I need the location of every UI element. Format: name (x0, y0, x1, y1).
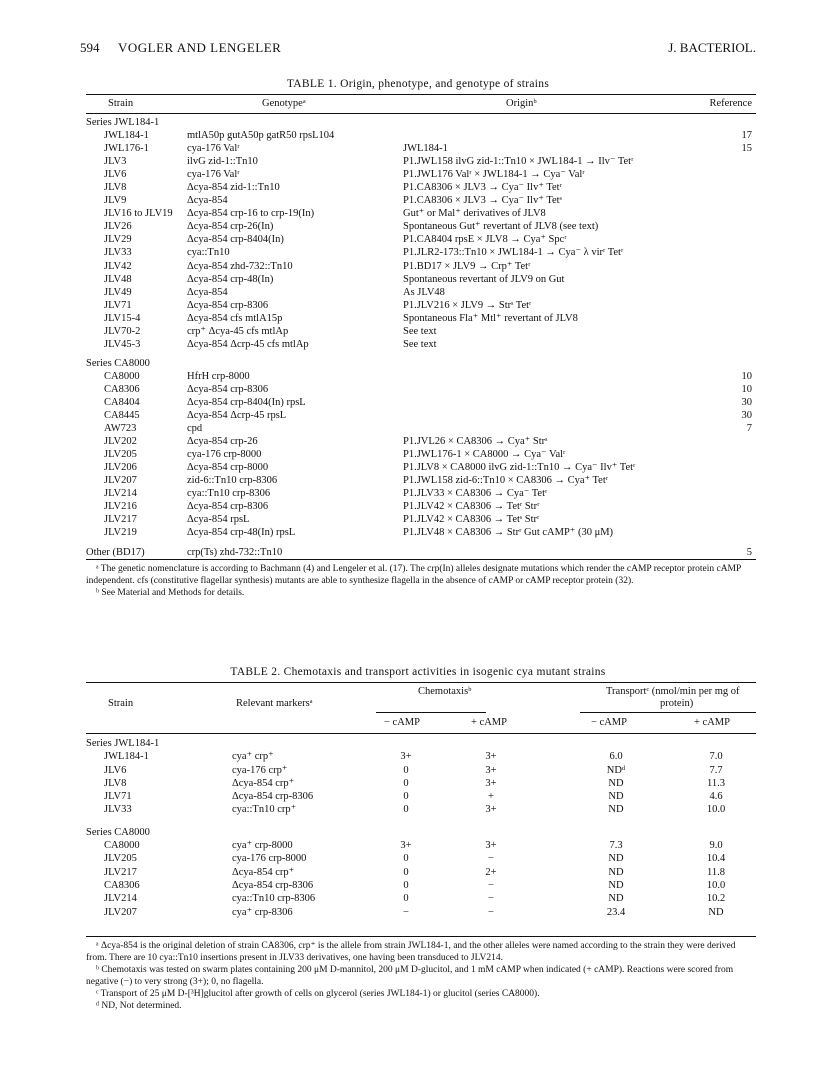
reference-cell: 30 (741, 410, 752, 422)
chemotaxis-plus-cell: 2+ (485, 866, 497, 878)
table2-row (86, 866, 756, 879)
table2-header-chemo-minus: − cAMP (384, 717, 420, 728)
table1-row (86, 260, 756, 273)
table2-row (86, 750, 756, 763)
strain-cell: AW723 (104, 423, 137, 435)
strain-cell: JLV71 (104, 299, 132, 311)
table1-row (86, 246, 756, 259)
markers-cell: cya::Tn10 crp⁺ (232, 804, 297, 816)
strain-cell: JLV33 (104, 247, 132, 259)
transport-plus-cell: 7.7 (709, 764, 723, 776)
genotype-cell: HfrH crp-8000 (187, 370, 250, 382)
genotype-cell: Δcya-854 crp-16 to crp-19(In) (187, 208, 315, 220)
genotype-cell: Δcya-854 Δcrp-45 rpsL (187, 410, 287, 422)
markers-cell: cya⁺ crp-8000 (232, 840, 293, 852)
table2-header-transport-plus: + cAMP (694, 717, 730, 728)
table1-row (86, 370, 756, 383)
chemotaxis-plus-cell: − (488, 879, 494, 891)
table1-section-title-row (86, 357, 756, 370)
chemotaxis-minus-cell: 0 (403, 764, 409, 776)
table2-section-title: Series JWL184-1 (86, 738, 160, 749)
origin-cell: P1.JLV42 × CA8306 → Tetˢ Strʳ (403, 514, 540, 526)
table2-row (86, 839, 756, 852)
chemotaxis-minus-cell: 3+ (400, 751, 412, 763)
strain-cell: JLV45-3 (104, 338, 141, 350)
table2-section-title: Series CA8000 (86, 826, 150, 838)
chemotaxis-plus-cell: − (488, 893, 494, 905)
markers-cell: Δcya-854 crp-8306 (232, 791, 314, 803)
journal-name: J. BACTERIOL. (668, 40, 756, 55)
table1-header-rule (86, 113, 756, 114)
genotype-cell: Δcya-854 crp-48(In) rpsL (187, 527, 296, 539)
table2-footnote: ᵈ ND, Not determined. (96, 1001, 182, 1011)
strain-cell: JLV217 (104, 514, 137, 526)
strain-cell: JLV6 (104, 764, 127, 776)
table1-row (86, 487, 756, 500)
transport-plus-cell: 9.0 (709, 840, 723, 852)
table1-body (86, 116, 756, 559)
reference-cell: 10 (741, 383, 752, 395)
strain-cell: JLV48 (104, 273, 132, 285)
strain-cell: CA8000 (104, 370, 140, 382)
transport-minus-cell: ND (608, 866, 624, 878)
transport-plus-cell: 11.8 (707, 866, 725, 878)
page-number: 594 (80, 40, 100, 55)
table2-section-title-row (86, 826, 756, 839)
chemotaxis-plus-cell: − (488, 906, 494, 918)
chemotaxis-plus-cell: 3+ (485, 840, 497, 852)
table1-row (86, 194, 756, 207)
reference-cell: 15 (741, 143, 752, 155)
running-header (80, 40, 756, 60)
strain-cell: JLV214 (104, 488, 137, 500)
strain-cell: JLV205 (104, 853, 137, 865)
table1-other-reference: 5 (746, 546, 752, 558)
strain-cell: JLV217 (104, 866, 137, 878)
origin-cell: P1.JWL158 zid-6::Tn10 × CA8306 → Cya⁺ Tetʳ (403, 475, 609, 487)
origin-cell: As JLV48 (403, 286, 445, 298)
table1-row (86, 325, 756, 338)
transport-plus-cell: 10.2 (706, 893, 726, 905)
table2-header-transport: Transportᶜ (nmol/min per mg of (606, 686, 740, 697)
table2-footnotes (86, 940, 756, 1012)
table1-row (86, 286, 756, 299)
genotype-cell: Δcya-854 crp-8306 (187, 299, 269, 311)
table2-row (86, 879, 756, 892)
strain-cell: JLV26 (104, 221, 132, 233)
chemotaxis-plus-cell: − (488, 853, 494, 865)
strain-cell: CA8000 (104, 840, 140, 852)
table2-row (86, 803, 756, 816)
chemotaxis-minus-cell: 0 (403, 804, 409, 816)
strain-cell: CA8445 (104, 410, 140, 422)
genotype-cell: crp⁺ Δcya-45 cfs mtlAp (187, 325, 289, 337)
origin-cell: Spontaneous Fla⁺ Mtl⁺ revertant of JLV8 (403, 312, 578, 324)
table2-header-chemo-plus: + cAMP (471, 717, 507, 728)
origin-cell: Spontaneous revertant of JLV9 on Gut (403, 273, 565, 285)
chemotaxis-plus-cell: 3+ (485, 764, 497, 776)
genotype-cell: cya-176 Valʳ (187, 169, 240, 181)
table2-header-transport-minus: − cAMP (591, 717, 627, 728)
table1-caption: TABLE 1. Origin, phenotype, and genotype of strains (286, 78, 550, 90)
strain-cell: JLV15-4 (104, 312, 141, 324)
table2-header (86, 686, 756, 730)
table1-header-reference: Reference (709, 98, 752, 109)
genotype-cell: Δcya-854 zhd-732::Tn10 (187, 260, 293, 272)
transport-minus-cell: 7.3 (609, 840, 623, 852)
transport-plus-cell: 10.0 (706, 879, 726, 891)
origin-cell: P1.JLR2-173::Tn10 × JWL184-1 → Cya⁻ λ virʳ Tetʳ (403, 247, 624, 259)
origin-cell: Spontaneous Gut⁺ revertant of JLV8 (see text) (403, 221, 599, 233)
origin-cell: P1.JLV33 × CA8306 → Cya⁻ Tetʳ (403, 488, 548, 500)
genotype-cell: Δcya-854 crp-26 (187, 436, 258, 448)
strain-cell: JLV207 (104, 906, 137, 918)
strain-cell: CA8306 (104, 383, 140, 395)
table1-row (86, 155, 756, 168)
table1-row (86, 526, 756, 539)
table1-footnote: ᵃ The genetic nomenclature is according to Bachmann (4) and Lengeler et al. (17). The crp(In) alleles designate mutations which render the cAMP receptor protein cAMP independent. cfs (constitutive flagellar synthesis) mutants are able to synthesize flagella in the absence of cAMP or cAMP receptor protein (32). (86, 564, 741, 586)
strain-cell: JLV216 (104, 501, 137, 513)
table1-row (86, 383, 756, 396)
origin-cell: P1.CA8306 × JLV3 → Cya⁻ Ilv⁺ Tetˢ (403, 195, 562, 207)
origin-cell: P1.JLV42 × CA8306 → Tetʳ Strʳ (403, 501, 540, 513)
markers-cell: cya-176 crp-8000 (232, 853, 307, 865)
strain-cell: JLV3 (104, 156, 127, 168)
genotype-cell: Δcya-854 crp-8404(In) (187, 234, 284, 246)
table2-body (86, 737, 756, 919)
genotype-cell: cya-176 Valʳ (187, 143, 240, 155)
markers-cell: cya-176 crp⁺ (232, 764, 288, 776)
table2-header-rule (86, 733, 756, 734)
table2-row (86, 892, 756, 905)
table1-row (86, 273, 756, 286)
transport-minus-cell: 6.0 (609, 751, 623, 763)
strain-cell: JLV9 (104, 195, 127, 207)
genotype-cell: cya::Tn10 (187, 247, 230, 259)
markers-cell: cya::Tn10 crp-8306 (232, 893, 316, 905)
table2-section-title-row (86, 737, 756, 750)
chemotaxis-plus-cell: 3+ (485, 751, 497, 763)
genotype-cell: Δcya-854 crp-8404(In) rpsL (187, 396, 306, 408)
reference-cell: 7 (746, 423, 752, 435)
table1-section-title: Series CA8000 (86, 357, 150, 369)
genotype-cell: Δcya-854 crp-8306 (187, 501, 269, 513)
table1-other-genotype: crp(Ts) zhd-732::Tn10 (187, 546, 283, 558)
chemotaxis-minus-cell: 0 (403, 866, 409, 878)
chemotaxis-plus-cell: 3+ (485, 804, 497, 816)
transport-minus-cell: ND (608, 777, 624, 789)
genotype-cell: Δcya-854 cfs mtlA15p (187, 312, 283, 324)
transport-plus-cell: 7.0 (709, 751, 723, 763)
table1-other-strain: Other (BD17) (86, 546, 145, 558)
chemotaxis-minus-cell: 0 (403, 893, 409, 905)
chemotaxis-minus-cell: − (403, 906, 409, 918)
origin-cell: P1.JWL158 ilvG zid-1::Tn10 × JWL184-1 → Ilv⁻ Tetʳ (403, 156, 634, 168)
transport-plus-cell: 11.3 (707, 777, 725, 789)
transport-minus-cell: ND (608, 879, 624, 891)
genotype-cell: Δcya-854 crp-8306 (187, 383, 269, 395)
table1-header-origin: Originᵇ (506, 98, 537, 109)
table1-row (86, 396, 756, 409)
strain-cell: JLV8 (104, 182, 127, 194)
strain-cell: JLV16 to JLV19 (104, 208, 173, 220)
table1-row (86, 461, 756, 474)
strain-cell: JLV71 (104, 791, 132, 803)
table1-footnotes (86, 563, 756, 599)
table2-footnote: ᵃ Δcya-854 is the original deletion of strain CA8306, crp⁺ is the allele from strain JWL184-1, and the other alleles were named according to the strain they were derived from. There are 10 cya::Tn10 insertions present in JLV33 derivatives, one having been transduced to JLV214. (86, 941, 736, 963)
table1-row (86, 409, 756, 422)
table1-row (86, 422, 756, 435)
strain-cell: JLV206 (104, 462, 137, 474)
transport-minus-cell: ND (608, 804, 624, 816)
origin-cell: Gut⁺ or Mal⁺ derivatives of JLV8 (403, 208, 546, 220)
table1-row (86, 181, 756, 194)
chemotaxis-minus-cell: 0 (403, 853, 409, 865)
genotype-cell: Δcya-854 crp-8000 (187, 462, 269, 474)
origin-cell: P1.JWL176-1 × CA8000 → Cya⁻ Valʳ (403, 449, 566, 461)
genotype-cell: mtlA50p gutA50p gatR50 rpsL104 (187, 130, 335, 142)
table2-bottom-rule (86, 936, 756, 937)
origin-cell: P1.JVL26 × CA8306 → Cya⁺ Strˢ (403, 436, 548, 448)
strain-cell: JWL184-1 (104, 130, 149, 142)
reference-cell: 30 (741, 396, 752, 408)
table2-header-transport-unit: protein) (660, 698, 694, 709)
strain-cell: JWL184-1 (104, 751, 149, 763)
table2-row (86, 764, 756, 777)
table1-bottom-rule (86, 559, 756, 560)
table2-header-markers: Relevant markersᵃ (236, 698, 313, 709)
table1-header-genotype: Genotypeᵃ (262, 98, 306, 109)
table2-chemotaxis-rule (376, 712, 486, 713)
table1-row (86, 233, 756, 246)
table2-top-rule (86, 682, 756, 683)
genotype-cell: Δcya-854 (187, 195, 228, 207)
strain-cell: JLV8 (104, 777, 127, 789)
chemotaxis-plus-cell: 3+ (485, 777, 497, 789)
genotype-cell: Δcya-854 crp-48(In) (187, 273, 274, 285)
transport-plus-cell: 10.4 (706, 853, 726, 865)
strain-cell: JLV29 (104, 234, 132, 246)
strain-cell: JLV42 (104, 260, 132, 272)
strain-cell: CA8306 (104, 879, 140, 891)
reference-cell: 10 (741, 370, 752, 382)
table2-header-chemotaxis: Chemotaxisᵇ (418, 686, 472, 697)
table1-top-rule (86, 94, 756, 95)
transport-minus-cell: ND (608, 893, 624, 905)
strain-cell: JWL176-1 (104, 143, 149, 155)
strain-cell: JLV70-2 (104, 325, 141, 337)
table2-row (86, 777, 756, 790)
markers-cell: Δcya-854 crp-8306 (232, 879, 314, 891)
table1-header-row (86, 97, 756, 110)
table2-footnote: ᶜ Transport of 25 μM D-[³H]glucitol after growth of cells on glycerol (series JWL184-1) or glucitol (series CA8000). (96, 989, 540, 999)
origin-cell: P1.JLV8 × CA8000 ilvG zid-1::Tn10 → Cya⁻ Ilv⁺ Tetʳ (403, 462, 636, 474)
table1-row (86, 513, 756, 526)
table1-row (86, 500, 756, 513)
origin-cell: See text (403, 338, 437, 350)
transport-plus-cell: 4.6 (709, 791, 723, 803)
transport-minus-cell: ND (608, 791, 624, 803)
table1-row (86, 129, 756, 142)
genotype-cell: Δcya-854 (187, 286, 228, 298)
table1-section-title-row (86, 116, 756, 129)
genotype-cell: cya::Tn10 crp-8306 (187, 488, 271, 500)
origin-cell: P1.JLV48 × CA8306 → Strʳ Gut cAMP⁺ (30 μM) (403, 527, 614, 539)
transport-minus-cell: NDᵈ (606, 764, 626, 776)
table2-footnote: ᵇ Chemotaxis was tested on swarm plates containing 200 μM D-mannitol, 200 μM D-glucitol, and 1 mM cAMP when indicated (+ cAMP). Reactions were scored from negative (−) to very strong (3+); 0, no flagella. (86, 965, 734, 987)
table1-section-title: Series JWL184-1 (86, 117, 160, 128)
strain-cell: JLV219 (104, 527, 137, 539)
table2-caption: TABLE 2. Chemotaxis and transport activities in isogenic cya mutant strains (230, 666, 606, 678)
strain-cell: JLV214 (104, 893, 137, 905)
table1-row (86, 338, 756, 351)
genotype-cell: zid-6::Tn10 crp-8306 (187, 475, 278, 487)
origin-cell: P1.CA8306 × JLV3 → Cya⁻ Ilv⁺ Tetʳ (403, 182, 562, 194)
genotype-cell: cpd (187, 423, 203, 435)
table1-header-strain: Strain (108, 98, 134, 109)
genotype-cell: cya-176 crp-8000 (187, 449, 262, 461)
strain-cell: JLV202 (104, 436, 137, 448)
transport-minus-cell: 23.4 (606, 906, 626, 918)
origin-cell: P1.CA8404 rpsE × JLV8 → Cya⁺ Spcʳ (403, 234, 567, 246)
table1-row (86, 448, 756, 461)
transport-minus-cell: ND (608, 853, 624, 865)
markers-cell: cya⁺ crp-8306 (232, 906, 293, 918)
strain-cell: JLV33 (104, 804, 132, 816)
transport-plus-cell: 10.0 (706, 804, 726, 816)
chemotaxis-plus-cell: + (488, 791, 494, 803)
markers-cell: Δcya-854 crp⁺ (232, 777, 295, 789)
table2-section-gap (86, 817, 756, 826)
strain-cell: JLV49 (104, 286, 132, 298)
table1-row (86, 142, 756, 155)
strain-cell: JLV6 (104, 169, 127, 181)
transport-plus-cell: ND (708, 906, 724, 918)
origin-cell: See text (403, 325, 437, 337)
origin-cell: P1.JLV216 × JLV9 → Strˢ Tetʳ (403, 299, 532, 311)
table2-header-strain: Strain (108, 698, 134, 709)
strain-cell: JLV205 (104, 449, 137, 461)
table1-row (86, 168, 756, 181)
genotype-cell: Δcya-854 rpsL (187, 514, 250, 526)
reference-cell: 17 (741, 130, 752, 142)
table1-row (86, 474, 756, 487)
origin-cell: JWL184-1 (403, 143, 448, 155)
table2-row (86, 906, 756, 919)
markers-cell: cya⁺ crp⁺ (232, 751, 274, 763)
table2-row (86, 790, 756, 803)
table1-other-row (86, 546, 756, 559)
chemotaxis-minus-cell: 0 (403, 879, 409, 891)
table1-row (86, 299, 756, 312)
table1-row (86, 312, 756, 325)
strain-cell: JLV207 (104, 475, 137, 487)
table1-row (86, 220, 756, 233)
chemotaxis-minus-cell: 3+ (400, 840, 412, 852)
genotype-cell: ilvG zid-1::Tn10 (187, 156, 258, 168)
running-authors: VOGLER AND LENGELER (118, 40, 282, 55)
markers-cell: Δcya-854 crp⁺ (232, 866, 295, 878)
genotype-cell: Δcya-854 Δcrp-45 cfs mtlAp (187, 338, 309, 350)
origin-cell: P1.BD17 × JLV9 → Crp⁺ Tetʳ (403, 260, 531, 272)
table1-footnote: ᵇ See Material and Methods for details. (96, 588, 245, 598)
table2-transport-rule (580, 712, 756, 713)
genotype-cell: Δcya-854 crp-26(In) (187, 221, 274, 233)
origin-cell: P1.JWL176 Valʳ × JWL184-1 → Cya⁻ Valʳ (403, 169, 585, 181)
genotype-cell: Δcya-854 zid-1::Tn10 (187, 182, 280, 194)
table1-row (86, 207, 756, 220)
table1-row (86, 435, 756, 448)
chemotaxis-minus-cell: 0 (403, 791, 409, 803)
strain-cell: CA8404 (104, 396, 140, 408)
chemotaxis-minus-cell: 0 (403, 777, 409, 789)
table2-row (86, 852, 756, 865)
